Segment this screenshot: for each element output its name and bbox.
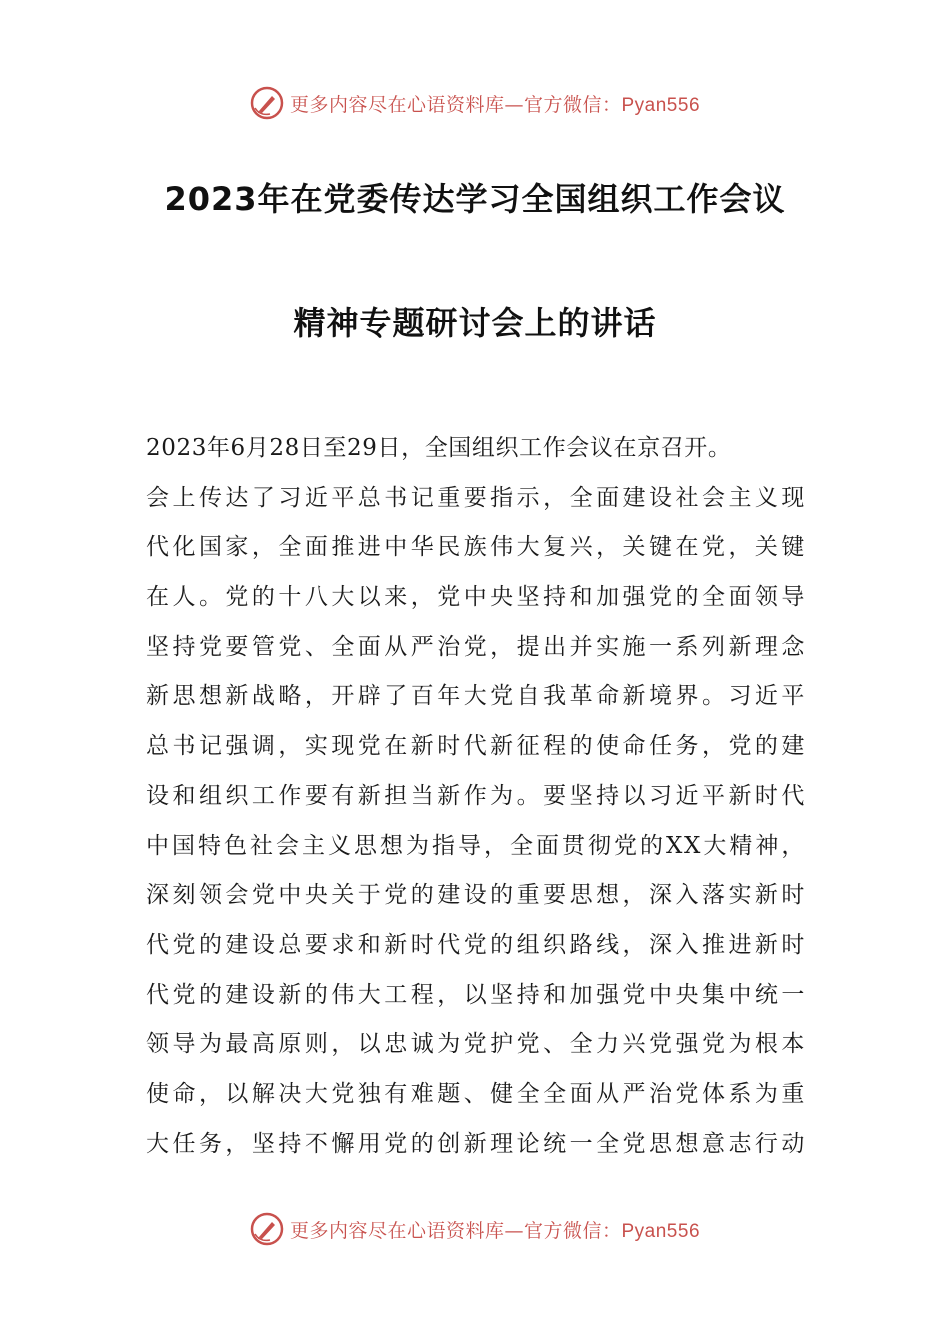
watermark-wechat-id: Pyan556 — [621, 1220, 701, 1242]
text-line: 中国特色社会主义思想为指导，全面贯彻党的XX大精神， — [146, 832, 806, 859]
text-line: 代党的建设新的伟大工程，以坚持和加强党中央集中统一 — [146, 981, 806, 1008]
watermark-text: 更多内容尽在心语资料库—官方微信：Pyan556 — [289, 1219, 701, 1242]
header-watermark — [0, 86, 950, 120]
pen-logo-icon — [250, 1212, 284, 1246]
body-paragraph — [146, 430, 806, 1175]
text-line: 新思想新战略，开辟了百年大党自我革命新境界。习近平 — [146, 683, 806, 710]
text-line: 坚持党要管党、全面从严治党，提出并实施一系列新理念 — [146, 633, 806, 660]
text-line: 代党的建设总要求和新时代党的组织路线，深入推进新时 — [146, 931, 806, 958]
text-line: 总书记强调，实现党在新时代新征程的使命任务，党的建 — [146, 733, 806, 760]
document-title-line-2: 精神专题研讨会上的讲话 — [293, 304, 657, 342]
watermark-wechat-id: Pyan556 — [621, 94, 701, 116]
text-line: 2023年6月28日至29日，全国组织工作会议在京召开。 — [146, 435, 732, 461]
text-line: 在人。党的十八大以来，党中央坚持和加强党的全面领导 — [146, 584, 806, 611]
text-line: 设和组织工作要有新担当新作为。要坚持以习近平新时代 — [146, 782, 806, 809]
footer-watermark — [0, 1212, 950, 1246]
text-line: 大任务，坚持不懈用党的创新理论统一全党思想意志行动 — [146, 1130, 806, 1157]
pen-logo-icon — [250, 86, 284, 120]
text-line: 会上传达了习近平总书记重要指示，全面建设社会主义现 — [146, 484, 806, 511]
document-title-line-1: 2023年在党委传达学习全国组织工作会议 — [164, 180, 786, 218]
text-line: 代化国家，全面推进中华民族伟大复兴，关键在党，关键 — [146, 534, 806, 561]
text-line: 领导为最高原则，以忠诚为党护党、全力兴党强党为根本 — [146, 1031, 806, 1058]
text-line: 深刻领会党中央关于党的建设的重要思想，深入落实新时 — [146, 882, 806, 909]
text-line: 使命，以解决大党独有难题、健全全面从严治党体系为重 — [146, 1080, 806, 1107]
watermark-text: 更多内容尽在心语资料库—官方微信：Pyan556 — [289, 93, 701, 116]
